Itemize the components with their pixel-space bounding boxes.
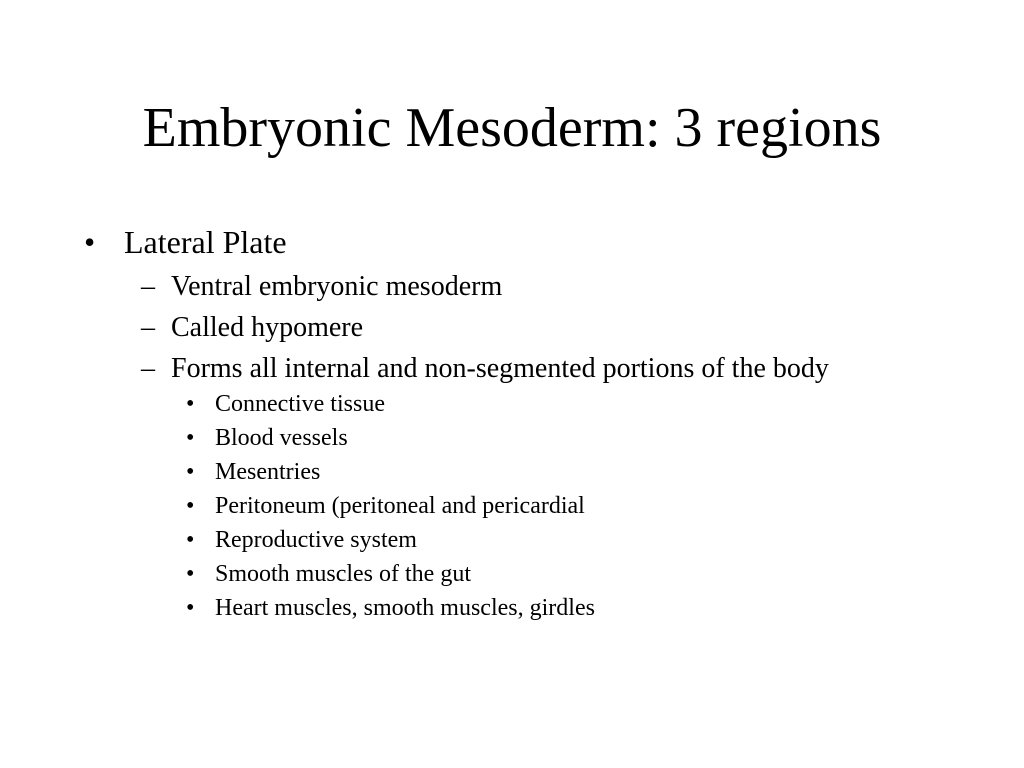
sub-bullet <box>141 353 944 385</box>
sub-bullet-text: Called hypomere <box>171 312 364 343</box>
bullet-marker: • <box>186 595 195 621</box>
sub-sub-bullet <box>186 595 944 622</box>
sub-sub-bullet <box>186 391 944 418</box>
sub-sub-bullet-text: Peritoneum (peritoneal and pericardial <box>215 493 585 519</box>
sub-sub-bullet <box>186 459 944 486</box>
bullet-marker: • <box>186 425 195 451</box>
slide-body <box>84 222 944 622</box>
sub-sub-bullet-text: Smooth muscles of the gut <box>215 561 471 587</box>
sub-sub-bullet <box>186 425 944 452</box>
bullet-marker: • <box>84 224 96 260</box>
dash-marker: – <box>141 353 155 384</box>
sub-bullet-text: Ventral embryonic mesoderm <box>171 271 503 302</box>
sub-sub-bullet-text: Mesentries <box>215 459 321 485</box>
sub-sub-bullet-text: Connective tissue <box>215 391 385 417</box>
bullet-marker: • <box>186 493 195 519</box>
slide-title: Embryonic Mesoderm: 3 regions <box>142 97 882 159</box>
bullet-lateral-plate <box>84 222 944 262</box>
sub-sub-bullet-text: Reproductive system <box>215 527 417 553</box>
bullet-marker: • <box>186 459 195 485</box>
bullet-text: Lateral Plate <box>124 224 287 260</box>
bullet-marker: • <box>186 391 195 417</box>
sub-sub-bullet <box>186 493 944 520</box>
bullet-marker: • <box>186 561 195 587</box>
sub-bullet <box>141 312 944 344</box>
sub-sub-bullet-text: Heart muscles, smooth muscles, girdles <box>215 595 595 621</box>
sub-bullet-text: Forms all internal and non-segmented portions of the body <box>171 353 829 384</box>
sub-bullet <box>141 271 944 303</box>
sub-sub-bullet-text: Blood vessels <box>215 425 348 451</box>
sub-sub-bullet <box>186 527 944 554</box>
dash-marker: – <box>141 312 155 343</box>
sub-sub-bullet <box>186 561 944 588</box>
dash-marker: – <box>141 271 155 302</box>
bullet-marker: • <box>186 527 195 553</box>
